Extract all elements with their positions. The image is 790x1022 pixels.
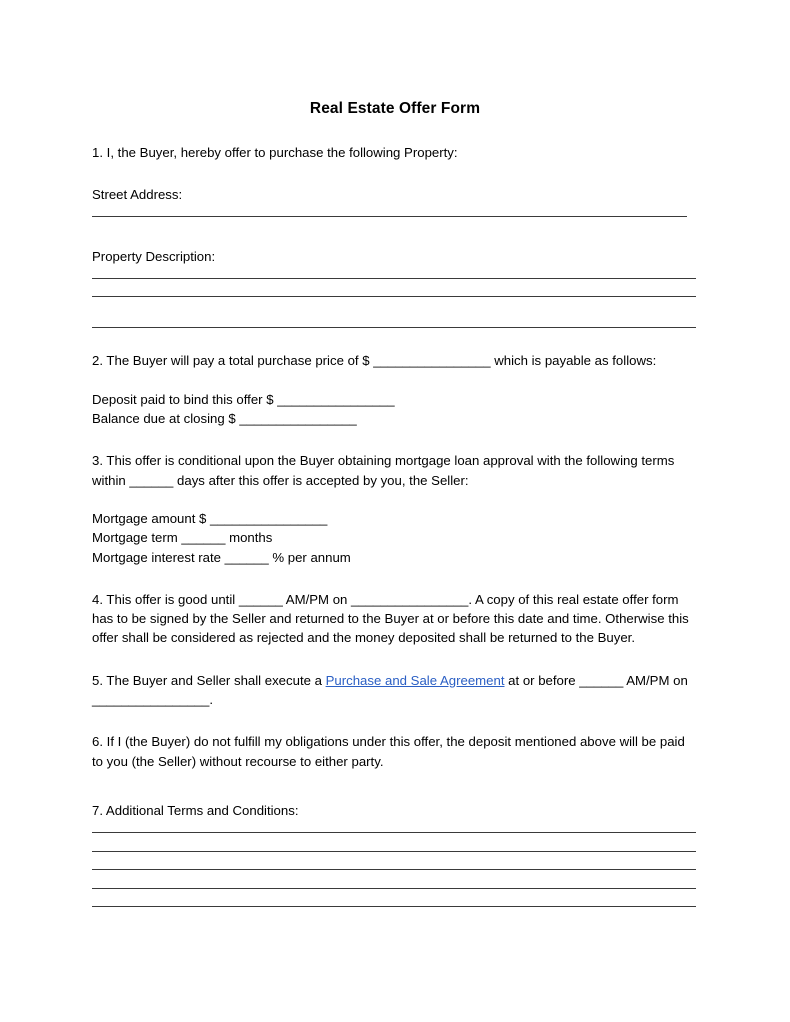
clause-1-text: 1. I, the Buyer, hereby offer to purchase the following Property:: [92, 144, 458, 160]
spacer: [92, 204, 698, 216]
purchase-and-sale-agreement-link[interactable]: Purchase and Sale Agreement: [325, 672, 505, 688]
clause-6-text: 6. If I (the Buyer) do not fulfill my obligations under this offer, the deposit mentioned above will be paid to you (the Seller) without recourse to either party.: [92, 734, 689, 769]
mortgage-interest-rate-line[interactable]: Mortgage interest rate ______ % per annum: [92, 549, 351, 565]
clause-5-prefix: 5. The Buyer and Seller shall execute a: [92, 672, 326, 688]
clause-4-text: 4. This offer is good until ______ AM/PM on ________________. A copy of this real estate offer form has to be signed by the Seller and returned to the Buyer at or before this date and time. Otherwise this offer shall be considered as rejected and the money deposited shall be returned to the Buyer.: [92, 591, 693, 646]
spacer: [92, 889, 698, 907]
spacer: [92, 266, 698, 278]
spacer: [92, 217, 698, 247]
clause-7-label: 7. Additional Terms and Conditions:: [92, 802, 299, 818]
mortgage-amount-line[interactable]: Mortgage amount $ ________________: [92, 510, 328, 526]
spacer: [92, 162, 698, 185]
spacer: [92, 852, 698, 870]
spacer: [92, 490, 698, 509]
spacer: [92, 297, 698, 327]
deposit-paid-line[interactable]: Deposit paid to bind this offer $ ________________: [92, 391, 395, 407]
property-description-lines: [92, 278, 698, 328]
spacer: [92, 371, 698, 390]
spacer: [92, 567, 698, 590]
balance-due-line[interactable]: Balance due at closing $ ________________: [92, 411, 357, 427]
spacer: [92, 771, 698, 801]
spacer: [92, 833, 698, 851]
spacer: [92, 709, 698, 732]
spacer: [92, 328, 698, 351]
additional-terms-lines: [92, 832, 698, 907]
spacer: [92, 870, 698, 888]
clause-5-text: [92, 671, 698, 710]
spacer: [92, 279, 698, 296]
spacer: [92, 648, 698, 671]
additional-terms-line-5[interactable]: [92, 906, 696, 907]
clause-2-text: 2. The Buyer will pay a total purchase price of $ ________________ which is payable as follows:: [92, 353, 657, 369]
property-description-label: Property Description:: [92, 249, 216, 265]
spacer: [92, 428, 698, 451]
spacer: [92, 820, 698, 832]
clause-3-text: 3. This offer is conditional upon the Buyer obtaining mortgage loan approval with the following terms within ______ days after this offer is accepted by you, the Seller:: [92, 453, 678, 488]
street-address-label: Street Address:: [92, 186, 183, 202]
mortgage-term-line[interactable]: Mortgage term ______ months: [92, 530, 273, 546]
document-body: [92, 100, 698, 907]
page-title: Real Estate Offer Form: [309, 100, 481, 117]
clause-5-suffix: at or before ______ AM/PM on ________________.: [92, 672, 692, 708]
